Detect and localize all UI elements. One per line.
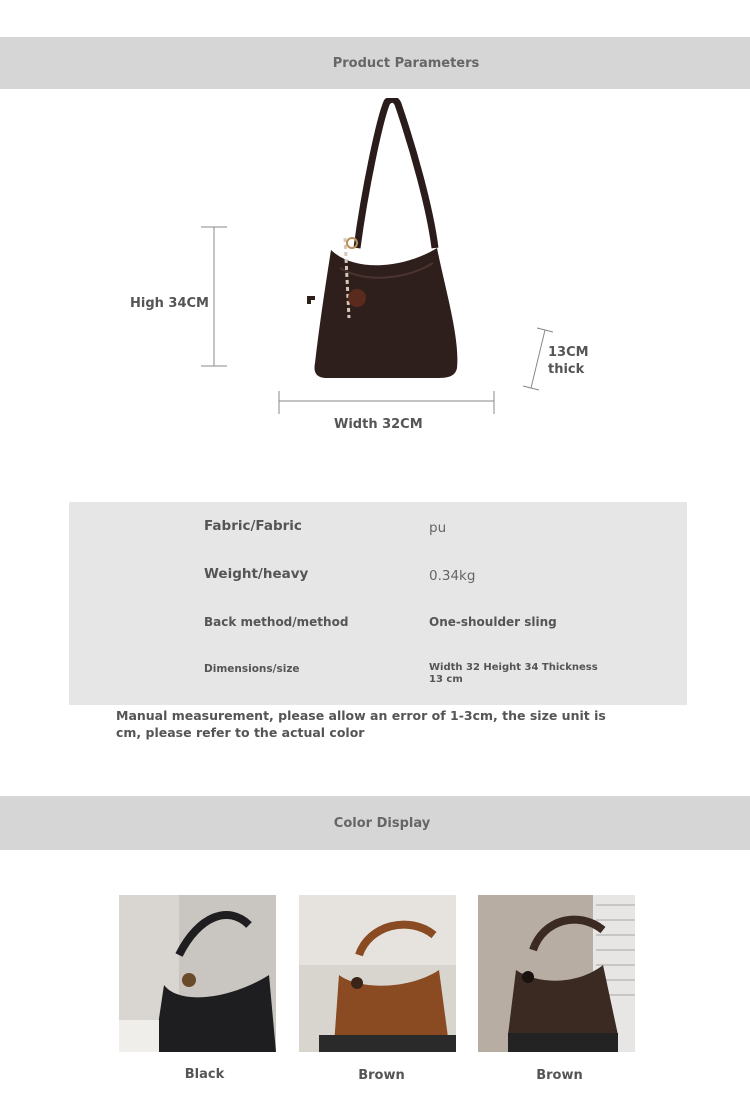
thickness-label-word: thick [548, 362, 585, 377]
spec-key: Weight/heavy [204, 566, 309, 582]
spec-key: Dimensions/size [204, 663, 300, 675]
spec-key: Back method/method [204, 615, 349, 629]
spec-value: pu [429, 520, 447, 536]
color-photo-dark-brown[interactable] [478, 895, 635, 1052]
bag-illustration [295, 98, 465, 383]
color-display-header [0, 796, 750, 850]
height-label: High 34CM [130, 296, 209, 311]
product-parameters-header [0, 37, 750, 89]
thickness-label-value: 13CM [548, 345, 589, 360]
width-indicator [278, 390, 496, 416]
product-parameters-title: Product Parameters [332, 55, 480, 71]
color-label-brown: Brown [358, 1068, 405, 1083]
spec-key: Fabric/Fabric [204, 518, 302, 534]
width-label: Width 32CM [334, 417, 423, 432]
color-label-black: Black [184, 1067, 225, 1082]
color-photo-black[interactable] [119, 895, 276, 1052]
color-display-title: Color Display [333, 815, 431, 831]
spec-value: 0.34kg [429, 568, 476, 584]
spec-table [69, 502, 687, 705]
measurement-note: Manual measurement, please allow an error of 1-3cm, the size unit is cm, please refer to the actual color [116, 708, 606, 740]
color-label-dark-brown: Brown [536, 1068, 583, 1083]
spec-value: Width 32 Height 34 Thickness 13 cm [429, 662, 598, 685]
color-photo-brown[interactable] [299, 895, 456, 1052]
spec-value: One-shoulder sling [429, 615, 557, 629]
